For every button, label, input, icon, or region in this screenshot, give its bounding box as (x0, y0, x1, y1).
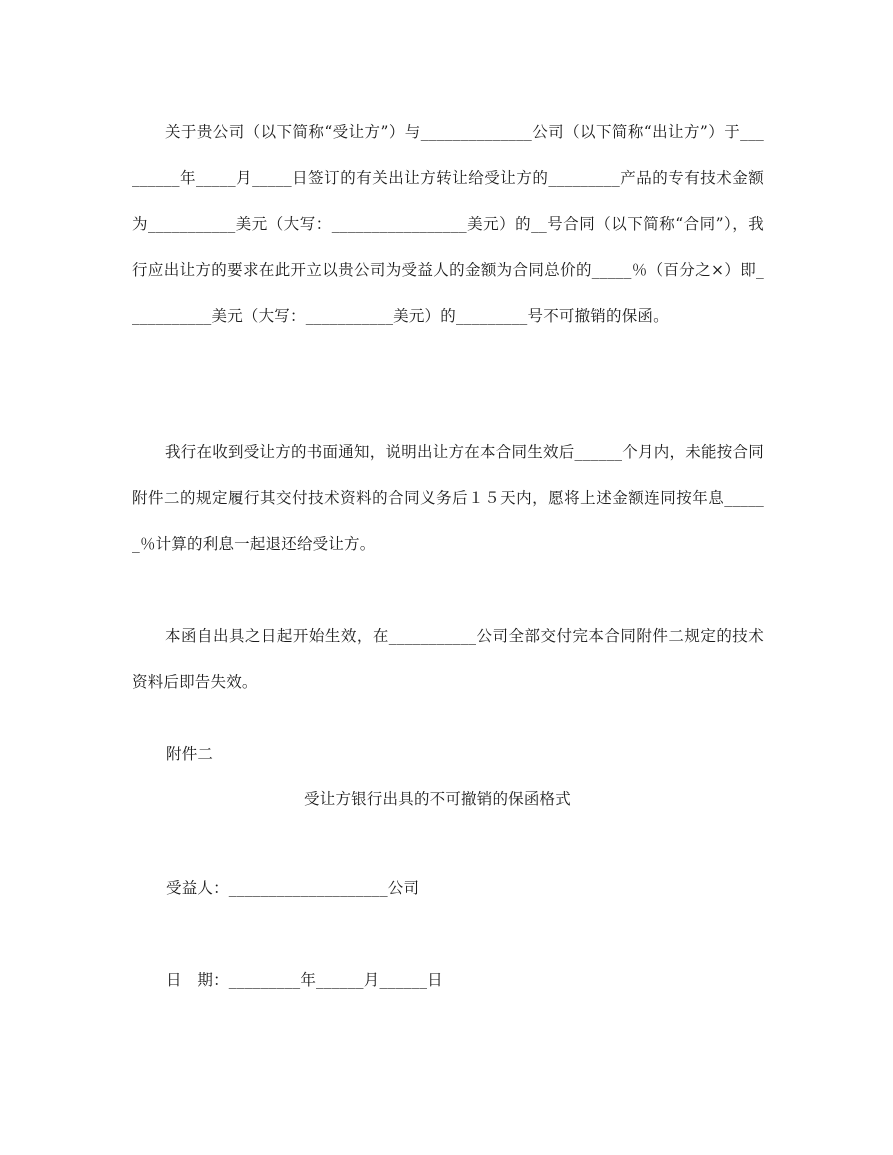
annex-label: 附件二 (166, 745, 214, 763)
beneficiary-line: 受益人：____________________公司 (166, 879, 420, 897)
date-line: 日 期：_________年______月______日 (166, 971, 443, 989)
guarantee-paragraph-1: 关于贵公司（以下简称“受让方”）与______________公司（以下简称“出让方”）于_________年_____月_____日签订的有关出让方转让给受让方的_________产品的专有技术金额为___________美元（大写：_________________美元）的__号合同（以下简称“合同”），我行应出让方的要求在此开立以贵公司为受益人的金额为合同总价的_____％（百分之×）即___________美元（大写：___________美元）的_________号不可撤销的保函。 (132, 122, 764, 325)
guarantee-paragraph-2: 我行在收到受让方的书面通知，说明出让方在本合同生效后______个月内，未能按合同附件二的规定履行其交付技术资料的合同义务后１５天内，愿将上述金额连同按年息______％计算的利息一起退还给受让方。 (132, 442, 764, 553)
form-title: 受让方银行出具的不可撤销的保函格式 (304, 790, 571, 808)
guarantee-paragraph-3: 本函自出具之日起开始生效，在___________公司全部交付完本合同附件二规定的技术资料后即告失效。 (132, 626, 764, 691)
